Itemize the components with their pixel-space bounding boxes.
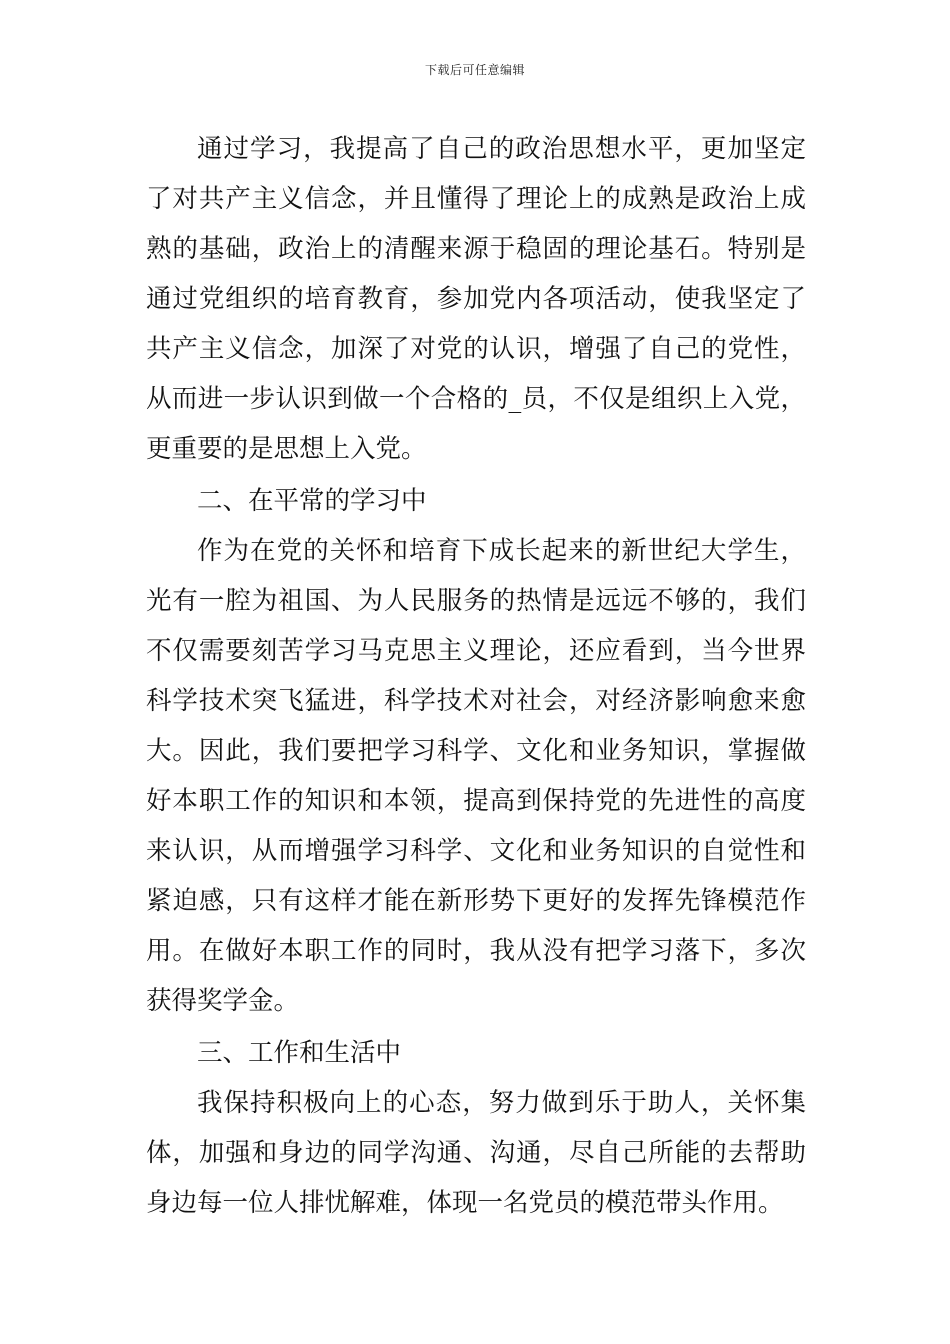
paragraph-work-life: 我保持积极向上的心态，努力做到乐于助人，关怀集体，加强和身边的同学沟通、沟通，尽自己所能的去帮助身边每一位人排忧解难，体现一名党员的模范带头作用。	[146, 1088, 806, 1218]
paragraph-daily-study: 作为在党的关怀和培育下成长起来的新世纪大学生，光有一腔为祖国、为人民服务的热情是远远不够的，我们不仅需要刻苦学习马克思主义理论，还应看到，当今世界科学技术突飞猛进，科学技术对社会，对经济影响愈来愈大。因此，我们要把学习科学、文化和业务知识，掌握做好本职工作的知识和本领，提高到保持党的先进性的高度来认识，从而增强学习科学、文化和业务知识的自觉性和紧迫感，只有这样才能在新形势下更好的发挥先锋模范作用。在做好本职工作的同时，我从没有把学习落下，多次获得奖学金。	[146, 536, 806, 1016]
section-heading-work-life: 三、工作和生活中	[197, 1038, 402, 1068]
document-body	[146, 124, 806, 1228]
paragraph-political-study: 通过学习，我提高了自己的政治思想水平，更加坚定了对共产主义信念，并且懂得了理论上的成熟是政治上成熟的基础，政治上的清醒来源于稳固的理论基石。特别是通过党组织的培育教育，参加党内各项活动，使我坚定了共产主义信念，加深了对党的认识，增强了自己的党性，从而进一步认识到做一个合格的_员，不仅是组织上入党，更重要的是思想上入党。	[146, 134, 806, 464]
page-header: 下载后可任意编辑	[424, 63, 525, 77]
section-heading-study: 二、在平常的学习中	[197, 486, 427, 516]
